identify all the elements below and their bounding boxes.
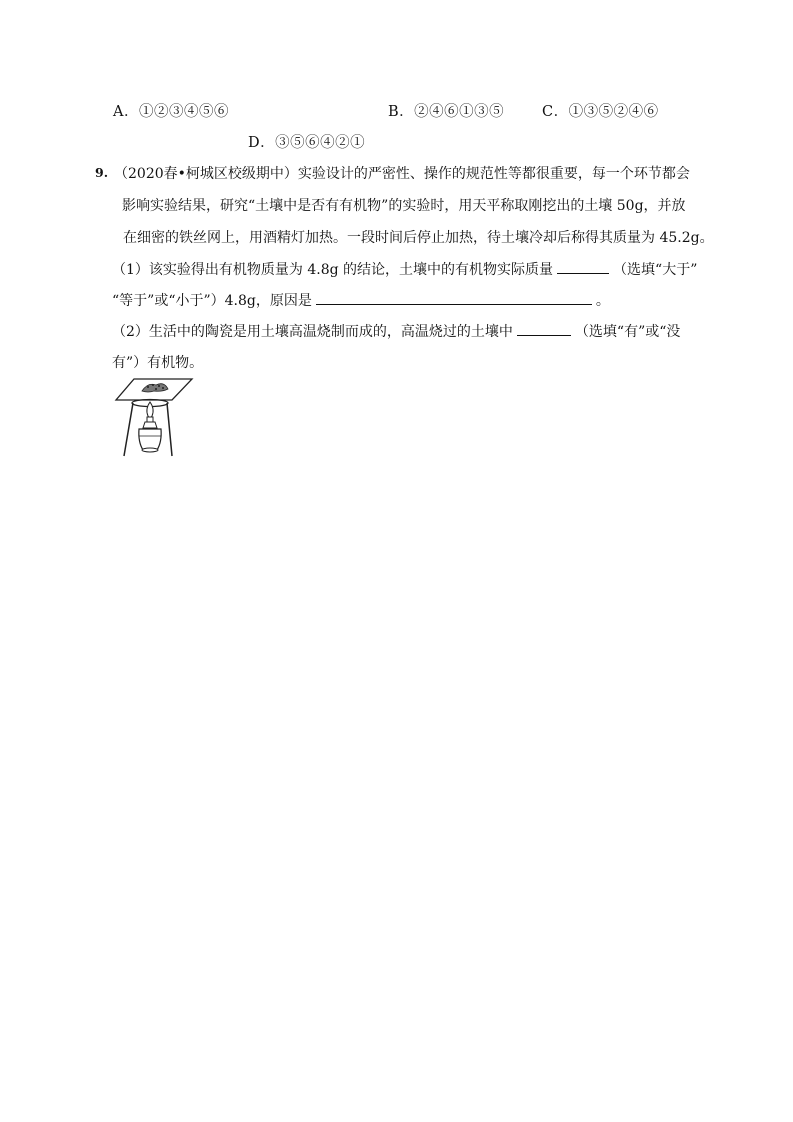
sub-question-2-line-2: 有”）有机物。 (112, 355, 204, 371)
question-line-1: （2020春•柯城区校级期中）实验设计的严密性、操作的规范性等都很重要，每一个环节都会 (114, 166, 690, 182)
sub-question-1-line-1 (112, 259, 697, 279)
option-c: C．①③⑤②④⑥ (542, 104, 659, 120)
answer-blank-1[interactable] (557, 259, 609, 274)
question-line-2: 影响实验结果，研究“土壤中是否有有机物”的实验时，用天平称取刚挖出的土壤 50g，并放 (122, 198, 686, 214)
question-line-3: 在细密的铁丝网上，用酒精灯加热。一段时间后停止加热，待土壤冷却后称得其质量为 45.2g。 (123, 230, 714, 246)
sub-question-2-text: （2）生活中的陶瓷是用土壤高温烧制而成的，高温烧过的土壤中 (112, 324, 513, 340)
answer-blank-3[interactable] (517, 321, 571, 336)
option-b: B．②④⑥①③⑤ (388, 104, 505, 120)
sub-question-2-line-1 (112, 321, 680, 341)
sub-question-1-text: （1）该实验得出有机物质量为 4.8g 的结论，土壤中的有机物实际质量 (112, 262, 554, 278)
sub-question-2-choice: （选填“有”或“没 (574, 324, 681, 340)
question-number: 9. (95, 165, 109, 180)
alcohol-lamp-heating-soil-on-wire-mesh-icon (112, 376, 196, 458)
answer-blank-2[interactable] (316, 290, 592, 305)
sub-question-1-line-2 (112, 290, 610, 310)
sub-question-1-reason-text: “等于”或“小于”）4.8g，原因是 (112, 293, 312, 309)
option-a: A．①②③④⑤⑥ (113, 104, 229, 120)
sub-question-1-choice: （选填“大于” (613, 262, 698, 278)
sub-question-1-end: 。 (595, 293, 610, 309)
option-d: D．③⑤⑥④②① (248, 135, 366, 151)
